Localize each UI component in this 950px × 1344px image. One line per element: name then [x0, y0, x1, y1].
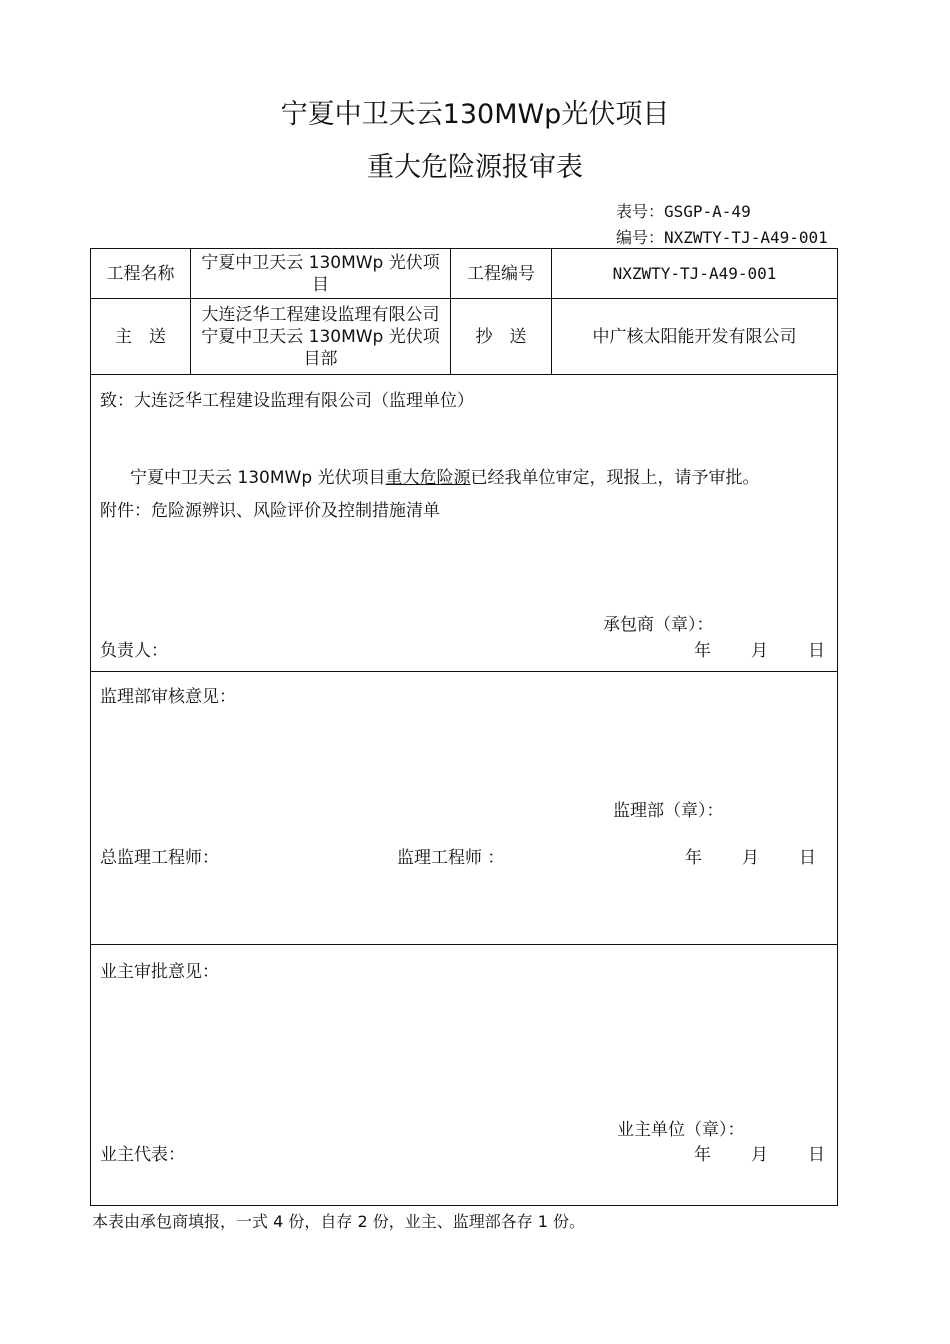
- project-code-value: NXZWTY-TJ-A49-001: [612, 263, 777, 283]
- date-month-label: 月: [742, 848, 759, 868]
- addressee: 致：大连泛华工程建设监理有限公司（监理单位）: [100, 391, 474, 411]
- statement-subject: 重大危险源: [385, 468, 471, 488]
- document-code: 编号：NXZWTY-TJ-A49-001: [616, 228, 828, 247]
- date-day-label: 日: [808, 641, 825, 661]
- footer-note: 本表由承包商填报，一式 4 份，自存 2 份，业主、监理部各存 1 份。: [92, 1212, 586, 1231]
- supervision-seal-label: 监理部（章）：: [613, 801, 724, 821]
- send-to-value: 大连泛华工程建设监理有限公司宁夏中卫天云 130MWp 光伏项目部: [201, 304, 440, 369]
- date-year-label: 年: [694, 1145, 711, 1165]
- statement-project: 宁夏中卫天云 130MWp 光伏项目: [130, 468, 386, 488]
- project-code-label: 工程编号: [467, 263, 535, 284]
- row-divider: [90, 374, 838, 375]
- supervision-opinion-heading: 监理部审核意见：: [100, 687, 236, 707]
- owner-opinion-heading: 业主审批意见：: [100, 962, 219, 982]
- date-day-label: 日: [799, 848, 816, 868]
- date-day-label: 日: [808, 1145, 825, 1165]
- attachment-note: 附件：危险源辨识、风险评价及控制措施清单: [100, 501, 440, 521]
- form-title: 重大危险源报审表: [367, 152, 583, 183]
- date-year-label: 年: [694, 641, 711, 661]
- form-number: 表号：GSGP-A-49: [616, 202, 751, 221]
- responsible-person-label: 负责人：: [100, 641, 168, 661]
- chief-engineer-label: 总监理工程师：: [100, 848, 219, 868]
- section-divider: [90, 671, 838, 672]
- cc-value: 中广核太阳能开发有限公司: [592, 326, 797, 347]
- engineer-label: 监理工程师 ：: [397, 848, 505, 868]
- cc-label: 抄 送: [475, 326, 527, 347]
- page-title: 宁夏中卫天云130MWp光伏项目: [280, 99, 670, 130]
- date-year-label: 年: [685, 848, 702, 868]
- project-name-value: 宁夏中卫天云 130MWp 光伏项目: [201, 252, 440, 295]
- owner-seal-label: 业主单位（章）：: [617, 1120, 745, 1140]
- date-month-label: 月: [751, 1145, 768, 1165]
- send-to-label: 主 送: [115, 326, 166, 347]
- date-month-label: 月: [751, 641, 768, 661]
- owner-representative-label: 业主代表：: [100, 1145, 185, 1165]
- contractor-seal-label: 承包商（章）：: [603, 615, 714, 635]
- project-name-label: 工程名称: [106, 263, 175, 284]
- statement-request: 已经我单位审定，现报上，请予审批。: [470, 468, 760, 488]
- submission-statement: [130, 463, 760, 488]
- section-divider: [90, 944, 838, 945]
